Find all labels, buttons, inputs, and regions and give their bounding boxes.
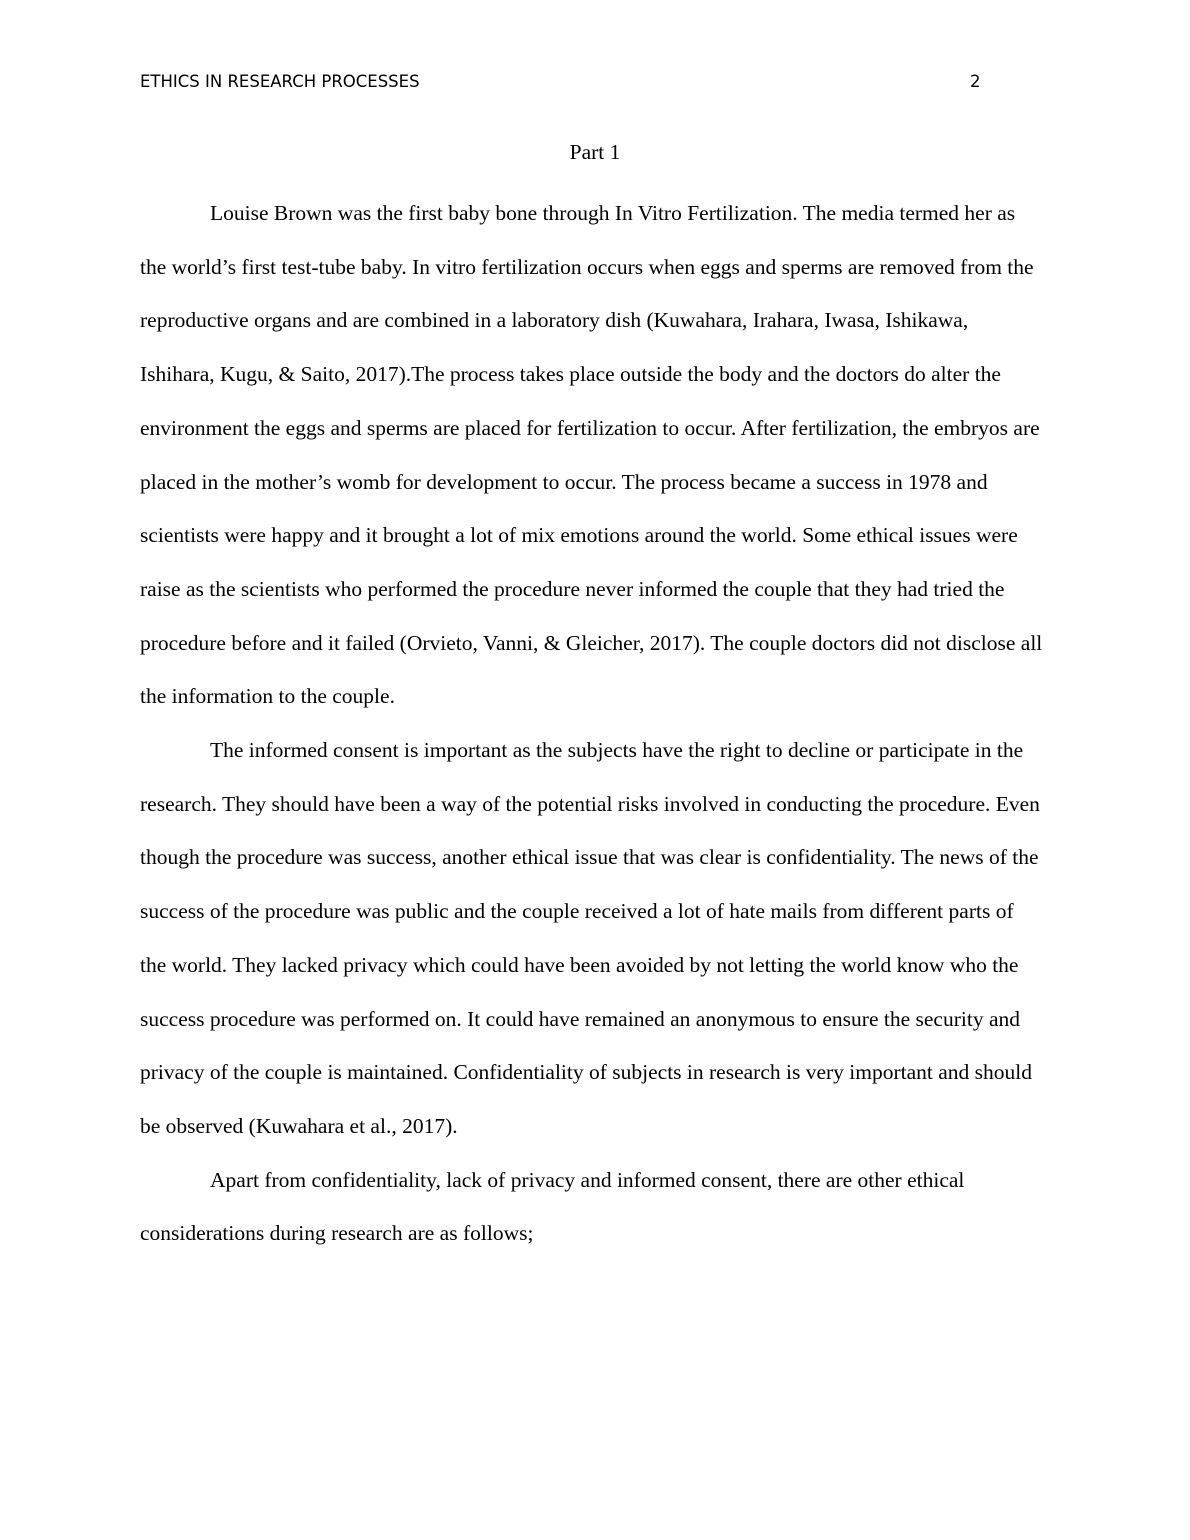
section-heading: Part 1 [569, 140, 621, 164]
running-head: ETHICS IN RESEARCH PROCESSES [140, 72, 420, 91]
body-text [140, 187, 1045, 1261]
paragraph-informed-consent: The informed consent is important as the subjects have the right to decline or participate in the research. They should have been a way of the potential risks involved in conducting the procedure. Even though the procedure was success, another ethical issue that was clear is confidentiality. The news of the success of the procedure was public and the couple received a lot of hate mails from different parts of the world. They lacked privacy which could have been avoided by not letting the world know who the success procedure was performed on. It could have remained an anonymous to ensure the security and privacy of the couple is maintained. Confidentiality of subjects in research is very important and should be observed (Kuwahara et al., 2017). [140, 738, 1040, 1138]
page-number: 2 [970, 72, 981, 91]
paragraph-other-considerations: Apart from confidentiality, lack of privacy and informed consent, there are other ethical considerations during research are as follows; [140, 1167, 965, 1246]
paragraph-ivf-history: Louise Brown was the first baby bone through In Vitro Fertilization. The media termed her as the world’s first test-tube baby. In vitro fertilization occurs when eggs and sperms are removed from the reproductive organs and are combined in a laboratory dish (Kuwahara, Irahara, Iwasa, Ishikawa, Ishihara, Kugu, & Saito, 2017).The process takes place outside the body and the doctors do alter the environment the eggs and sperms are placed for fertilization to occur. After fertilization, the embryos are placed in the mother’s womb for development to occur. The process became a success in 1978 and scientists were happy and it brought a lot of mix emotions around the world. Some ethical issues were raise as the scientists who performed the procedure never informed the couple that they had tried the procedure before and it failed (Orvieto, Vanni, & Gleicher, 2017). The couple doctors did not disclose all the information to the couple. [140, 201, 1043, 709]
